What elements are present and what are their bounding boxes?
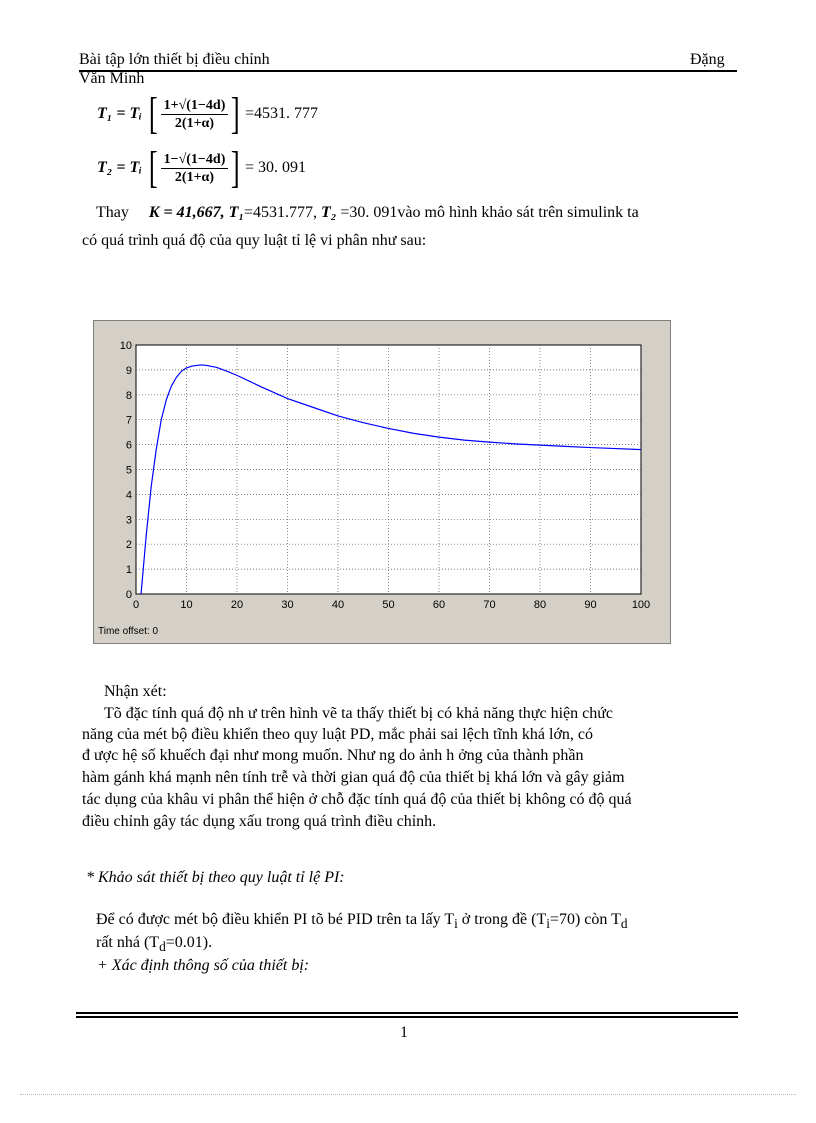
remark-heading: Nhận xét: <box>104 683 167 700</box>
y-tick-label: 0 <box>125 589 132 601</box>
sub-i: i <box>454 916 458 932</box>
section-pi-line-1 <box>96 910 628 934</box>
header-rule <box>79 70 737 72</box>
y-tick-label: 6 <box>125 439 132 452</box>
x-tick-label: 90 <box>584 599 597 611</box>
substitution-params: K = 41,667, T₁ <box>148 204 245 221</box>
page-number: 1 <box>400 1024 408 1041</box>
remark-line-3: đ ược hệ số khuếch đại như mong muốn. Như ng do ảnh h ởng của thành phần <box>82 747 584 764</box>
substitution-t2-label: T₂ <box>321 204 337 221</box>
x-tick-label: 50 <box>382 599 395 611</box>
equation-t2-lhs: T₂ = Tᵢ <box>97 159 142 176</box>
equation-t2-numerator: 1−√(1−4d) <box>161 151 229 169</box>
substitution-t1-value: =4531.777, <box>244 204 322 221</box>
substitution-prefix: Thay <box>96 204 129 221</box>
sub-d: d <box>620 916 628 932</box>
substitution-line <box>96 203 746 223</box>
remark-line-6: điều chỉnh gây tác dụng xấu trong quá trình điều chỉnh. <box>82 813 437 830</box>
section-pi-line-1a: Để có được mét bộ điều khiển PI tõ bé PID trên ta lấy T <box>96 911 455 928</box>
equation-t1-lhs: T₁ = Tᵢ <box>97 105 142 122</box>
section-pi-subheading: + Xác định thông số của thiết bị: <box>97 957 310 974</box>
equation-t2-result: = 30. 091 <box>245 159 307 176</box>
remark-line-4: hàm gánh khá mạnh nên tính trễ và thời gian quá độ của thiết bị khá lớn và gây giảm <box>82 769 625 786</box>
x-tick-label: 40 <box>331 599 345 611</box>
sub-i-2: i <box>546 916 550 932</box>
header-author-continued: Văn Minh <box>79 70 145 87</box>
equation-t1-result: =4531. 777 <box>245 105 319 122</box>
y-tick-label: 5 <box>125 464 132 477</box>
section-pi-line-2 <box>96 933 212 957</box>
y-tick-label: 10 <box>119 340 132 352</box>
y-tick-label: 4 <box>125 489 132 502</box>
footer-rule-bottom <box>76 1016 738 1018</box>
x-tick-label: 20 <box>230 599 244 611</box>
section-pi-line-2b: =0.01). <box>165 934 213 951</box>
footer-rule-top <box>76 1012 738 1014</box>
substitution-line-2: có quá trình quá độ của quy luật tỉ lệ vi phân như sau: <box>82 232 427 249</box>
y-tick-label: 8 <box>125 389 132 402</box>
x-tick-label: 10 <box>180 599 193 611</box>
y-tick-label: 1 <box>125 564 132 577</box>
sub-d-2: d <box>159 939 166 955</box>
header-title: Bài tập lớn thiết bị điều chỉnh <box>79 51 270 68</box>
y-tick-label: 2 <box>125 539 132 552</box>
x-tick-label: 80 <box>533 599 547 611</box>
equation-t1: T₁ = Tᵢ [ $\frac{1+√(1-4d)}{2(1+\alpha)}$ ] =4531. 777 <box>97 89 319 138</box>
substitution-suffix: =30. 091vào mô hình khảo sát trên simulink ta <box>336 204 639 221</box>
equation-t1-numerator: 1+√(1−4d) <box>161 97 229 115</box>
x-tick-label: 0 <box>132 599 140 611</box>
remark-line-5: tác dụng của khâu vi phân thể hiện ở chỗ đặc tính quá độ của thiết bị không có độ quá <box>82 791 632 808</box>
x-tick-label: 60 <box>432 599 446 611</box>
y-tick-label: 7 <box>125 414 132 427</box>
equation-t2: T₂ = Tᵢ [ $\frac{1-√(1-4d)}{2(1+\alpha)}$ ] = 30. 091 <box>97 143 307 192</box>
y-tick-label: 3 <box>125 514 132 527</box>
equation-t2-denominator: 2(1+α) <box>174 169 215 185</box>
scope-chart-frame <box>93 320 671 644</box>
section-pi-line-1c: =70) còn T <box>549 911 621 928</box>
section-pi-line-2a: rất nhá (T <box>96 934 160 951</box>
remark-line-1: Tõ đặc tính quá độ nh ư trên hình vẽ ta thấy thiết bị có khả năng thực hiện chức <box>104 705 613 722</box>
section-pi-line-1b: ở trong đề (T <box>457 911 547 928</box>
page-bottom-dotted-line <box>20 1094 796 1095</box>
scope-chart <box>94 321 670 643</box>
x-tick-label: 100 <box>631 599 651 611</box>
x-tick-label: 30 <box>281 599 294 611</box>
x-tick-label: 70 <box>483 599 496 611</box>
y-tick-label: 9 <box>125 364 132 377</box>
remark-line-2: năng của mét bộ điều khiển theo quy luật PD, mắc phải sai lệch tĩnh khá lớn, có <box>82 726 593 743</box>
section-pi-heading: * Khảo sát thiết bị theo quy luật tỉ lệ PI: <box>86 869 345 886</box>
header-author: Đặng <box>690 51 725 68</box>
equation-t1-denominator: 2(1+α) <box>174 115 215 131</box>
chart-time-offset-label: Time offset: 0 <box>98 626 159 637</box>
